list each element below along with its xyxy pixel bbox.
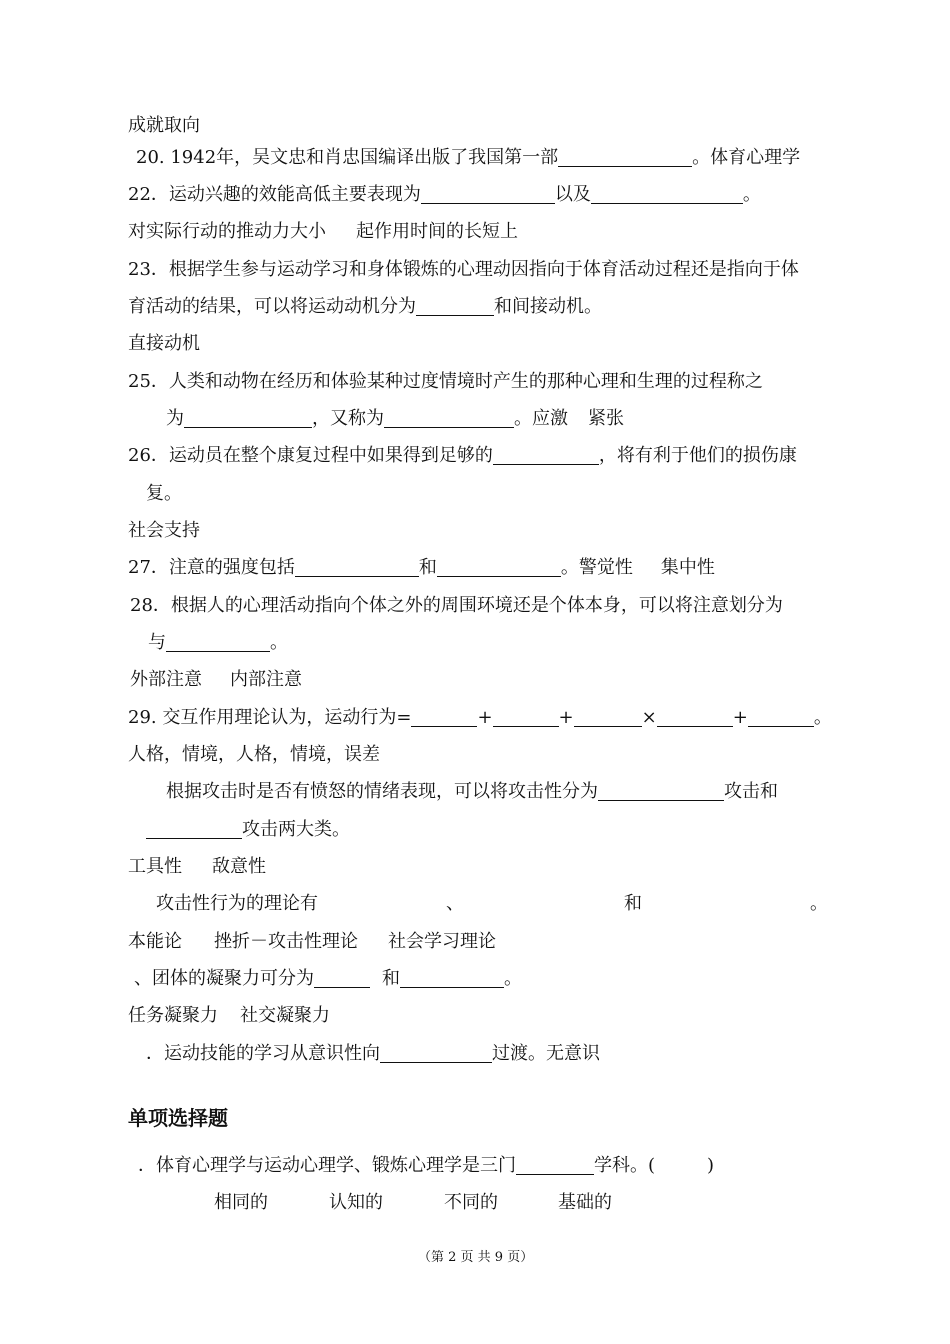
fill-blank	[516, 1154, 594, 1175]
question-25-cont: 为 ，又称为 。应激 紧张	[166, 408, 624, 429]
answer-text: 本能论 挫折－攻击性理论 社会学习理论	[128, 931, 496, 952]
answer-text: 成就取向	[128, 115, 200, 136]
mc-option: 相同的	[214, 1192, 268, 1213]
question-cohesion: 、团体的凝聚力可分为 和 。	[134, 968, 522, 989]
question-25: 25．人类和动物在经历和体验某种过度情境时产生的那种心理和生理的过程称之	[128, 371, 763, 392]
question-22: 22．运动兴趣的效能高低主要表现为 以及 。	[128, 184, 761, 205]
page-number: （第 2 页 共 9 页）	[418, 1250, 534, 1265]
fill-blank	[657, 706, 733, 727]
answer-text: 对实际行动的推动力大小 起作用时间的长短上	[128, 221, 518, 242]
fill-blank	[493, 444, 599, 465]
fill-blank	[166, 631, 270, 652]
answer-text: 直接动机	[128, 333, 200, 354]
fill-blank	[314, 967, 370, 988]
fill-blank	[380, 1042, 492, 1063]
question-28-cont: 与 。	[148, 632, 288, 653]
fill-blank	[146, 818, 242, 839]
fill-blank	[437, 556, 561, 577]
question-26: 26．运动员在整个康复过程中如果得到足够的 ，将有利于他们的损伤康	[128, 445, 797, 466]
question-aggression-cont: 攻击两大类。	[146, 818, 350, 842]
answer-text: 工具性 敌意性	[128, 856, 266, 877]
fill-blank	[411, 706, 477, 727]
question-aggression-theory: 攻击性行为的理论有 、 和 。	[156, 893, 828, 914]
question-27: 27．注意的强度包括 和 。警觉性 集中性	[128, 557, 715, 578]
fill-blank	[400, 967, 504, 988]
fill-blank	[748, 706, 814, 727]
question-29: 29. 交互作用理论认为，运动行为= + + × + 。	[128, 707, 832, 728]
fill-blank	[384, 407, 514, 428]
fill-blank	[416, 295, 494, 316]
answer-text: 任务凝聚力 社交凝聚力	[128, 1005, 330, 1026]
question-28: 28．根据人的心理活动指向个体之外的周围环境还是个体本身，可以将注意划分为	[130, 595, 783, 616]
question-26-cont: 复。	[146, 483, 182, 504]
fill-blank	[598, 780, 724, 801]
fill-blank	[295, 556, 419, 577]
answer-text: 社会支持	[128, 520, 200, 541]
fill-blank	[421, 183, 555, 204]
question-23-cont: 育活动的结果，可以将运动动机分为 和间接动机。	[128, 296, 602, 317]
question-aggression: 根据攻击时是否有愤怒的情绪表现，可以将攻击性分为 攻击和	[166, 781, 778, 802]
fill-blank	[493, 706, 559, 727]
mc-question: ．体育心理学与运动心理学、锻炼心理学是三门 学科。( )	[138, 1155, 715, 1176]
mc-option: 基础的	[558, 1192, 612, 1213]
fill-blank	[591, 183, 743, 204]
mc-option: 不同的	[444, 1192, 498, 1213]
answer-text: 人格，情境，人格，情境，误差	[128, 744, 380, 765]
question-20: 20. 1942年，吴文忠和肖忠国编译出版了我国第一部 。体育心理学	[136, 147, 801, 168]
fill-blank	[558, 146, 692, 167]
mc-option: 认知的	[329, 1192, 383, 1213]
question-23: 23．根据学生参与运动学习和身体锻炼的心理动因指向于体育活动过程还是指向于体	[128, 259, 799, 280]
answer-text: 外部注意 内部注意	[130, 669, 302, 690]
question-motor-skill: ．运动技能的学习从意识性向 过渡。无意识	[146, 1043, 600, 1064]
fill-blank	[184, 407, 312, 428]
fill-blank	[574, 706, 642, 727]
section-heading: 单项选择题	[128, 1106, 228, 1130]
